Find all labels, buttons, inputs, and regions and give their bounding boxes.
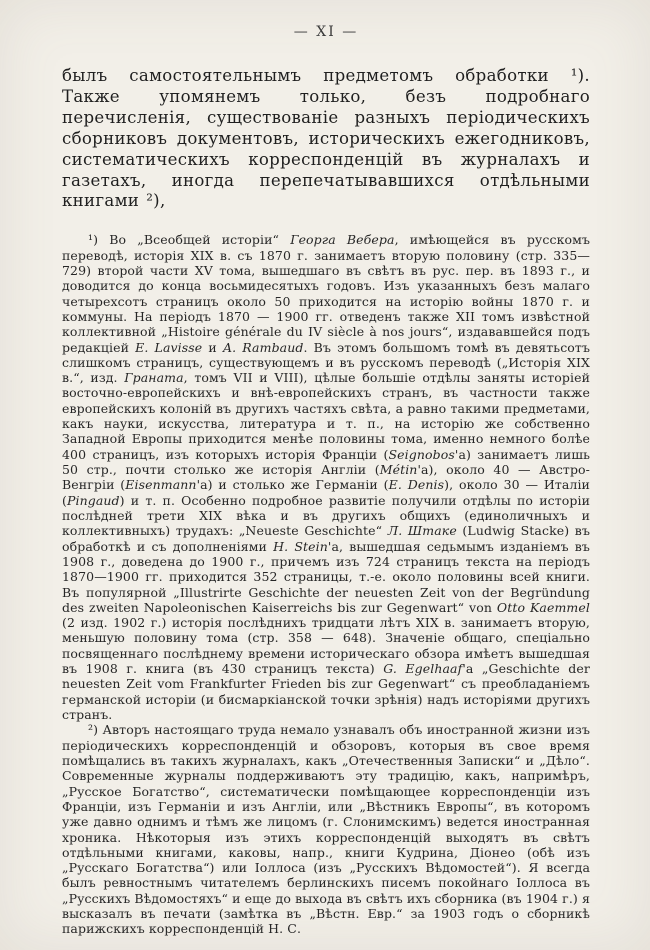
footnotes-section — [62, 232, 590, 936]
main-paragraph: былъ самостоятельнымъ предметомъ обработки ¹). Также упомянемъ только, безъ подробнаго перечисленія, существованіе разныхъ періодическихъ сборниковъ документовъ, историческихъ ежегодниковъ, систематическихъ корреспонденцій въ журналахъ и газетахъ, иногда перепечатывавшихся отдѣльными книгами ²), — [62, 66, 590, 211]
footnote-2: ²) Авторъ настоящаго труда немало узнавалъ объ иностранной жизни изъ періодическихъ корреспонденцій и обзоровъ, которыя въ свое время помѣщались въ такихъ журналахъ, какъ „Отечественныя Записки“ и „Дѣло“. Современные журналы поддерживаютъ эту традицію, какъ, напримѣръ, „Русское Богатство“, систематически помѣщающее корреспонденціи изъ Франціи, изъ Германіи и изъ Англіи, или „Вѣстникъ Европы“, въ которомъ уже давно однимъ и тѣмъ же лицомъ (г. Слонимскимъ) ведется иностранная хроника. Нѣкоторыя изъ этихъ корреспонденцій выходятъ въ свѣтъ отдѣльными книгами, каковы, напр., книги Кудрина, Діонео (обѣ изъ „Русскаго Богатства“) или Іоллоса (изъ „Русскихъ Вѣдомостей“). Я всегда былъ ревностнымъ читателемъ берлинскихъ писемъ покойнаго Іоллоса въ „Русскихъ Вѣдомостяхъ“ и еще до выхода въ свѣтъ ихъ сборника (въ 1904 г.) я высказалъ въ печати (замѣтка въ „Вѣстн. Евр.“ за 1903 годъ о сборникѣ парижскихъ корреспонденцій Н. С. — [62, 722, 590, 937]
main-text-block — [62, 66, 590, 212]
page-number: — XI — — [293, 24, 359, 40]
page-number-header — [62, 24, 590, 40]
footnote-1: ¹) Во „Всеобщей исторіи“ Георга Вебера, имѣющейся въ русскомъ переводѣ, исторія XIX в. съ 1870 г. занимаетъ вторую половину (стр. 335—729) второй части XV тома, вышедшаго въ свѣтъ въ рус. пер. въ 1893 г., и доводится до конца восьмидесятыхъ годовъ. Изъ указанныхъ безъ малаго четырехсотъ страницъ около 50 приходится на исторію войны 1870 г. и коммуны. На періодъ 1870 — 1900 гг. отведенъ также XII томъ извѣстной коллективной „Histoire générale du IV siècle à nos jours“, издававшейся подъ редакціей E. Lavisse и A. Rambaud. Въ этомъ большомъ томѣ въ девятьсотъ слишкомъ страницъ, существующемъ и въ русскомъ переводѣ („Исторія XIX в.“, изд. Граната, томъ VII и VIII), цѣлые большіе отдѣлы заняты исторіей восточно-европейскихъ и внѣ-европейскихъ странъ, въ частности также европейскихъ колоній въ другихъ частяхъ свѣта, а равно такими предметами, какъ науки, искусства, литература и т. п., на исторію же собственно Западной Европы приходится менѣе половины тома, именно немного болѣе 400 страницъ, изъ которыхъ исторія Франціи (Seignobos'а) занимаетъ лишь 50 стр., почти столько же исторія Англіи (Métin'а), около 40 — Австро-Венгріи (Eisenmann'а) и столько же Германіи (E. Denis), около 30 — Италіи (Pingaud) и т. п. Особенно подробное развитіе получили отдѣлы по исторіи послѣдней трети XIX вѣка и въ другихъ общихъ (единоличныхъ и коллективныхъ) трудахъ: „Neueste Geschichte“ Л. Штаке (Ludwig Stacke) въ обработкѣ и съ дополненіями H. Stein'а, вышедшая седьмымъ изданіемъ въ 1908 г., доведена до 1900 г., причемъ изъ 724 страницъ текста на періодъ 1870—1900 гг. приходится 352 страницы, т.-е. около половины всей книги. Въ популярной „Illustrirte Geschichte der neuesten Zeit von der Begründung des zweiten Napoleonischen Kaiserreichs bis zur Gegenwart“ von Otto Kaemmel (2 изд. 1902 г.) исторія послѣднихъ тридцати лѣтъ XIX в. занимаетъ вторую, меньшую половину тома (стр. 358 — 648). Значеніе общаго, спеціально посвященнаго послѣднему времени историческаго обзора имѣетъ вышедшая въ 1908 г. книга (въ 430 страницъ текста) G. Egelhaaf'а „Geschichte der neuesten Zeit vom Frankfurter Frieden bis zur Gegenwart“ съ преобладаніемъ германской исторіи (и бисмаркіанской точки зрѣнія) надъ исторіями другихъ странъ. — [62, 232, 591, 723]
